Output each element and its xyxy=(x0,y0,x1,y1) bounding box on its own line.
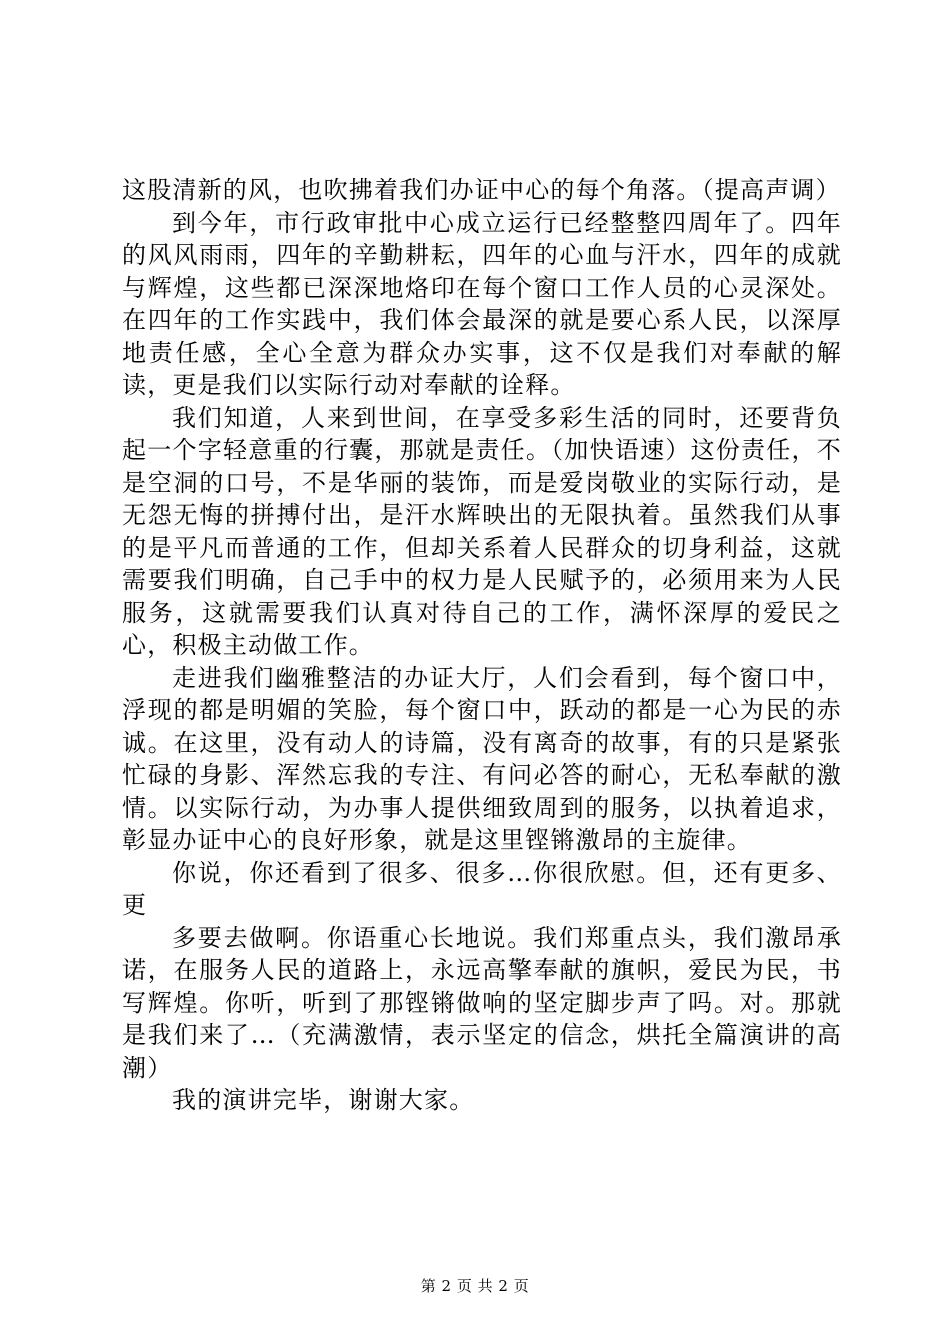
paragraph: 这股清新的风，也吹拂着我们办证中心的每个角落。（提高声调） xyxy=(122,176,841,204)
paragraph: 你说，你还看到了很多、很多…你很欣慰。但，还有更多、更 xyxy=(122,858,842,919)
paragraph: 到今年，市行政审批中心成立运行已经整整四周年了。四年的风风雨雨，四年的辛勤耕耘，四年的心血与汗水，四年的成就与辉煌，这些都已深深地烙印在每个窗口工作人员的心灵深处。在四年的工作实践中，我们体会最深的就是要心系人民，以深厚地责任感，全心全意为群众办实事，这不仅是我们对奉献的解读，更是我们以实际行动对奉献的诠释。 xyxy=(122,208,842,399)
document-body xyxy=(122,174,842,1117)
paragraph: 多要去做啊。你语重心长地说。我们郑重点头，我们激昂承诺，在服务人民的道路上，永远高擎奉献的旗帜，爱民为民，书写辉煌。你听，听到了那铿锵做响的坚定脚步声了吗。对。那就是我们来了…（充满激情，表示坚定的信念，烘托全篇演讲的高潮） xyxy=(122,923,842,1082)
paragraph: 走进我们幽雅整洁的办证大厅，人们会看到，每个窗口中，浮现的都是明媚的笑脸，每个窗口中，跃动的都是一心为民的赤诚。在这里，没有动人的诗篇，没有离奇的故事，有的只是紧张忙碌的身影、浑然忘我的专注、有问必答的耐心，无私奉献的激情。以实际行动，为办事人提供细致周到的服务，以执着追求，彰显办证中心的良好形象，就是这里铿锵激昂的主旋律。 xyxy=(122,663,842,854)
paragraph: 我们知道，人来到世间，在享受多彩生活的同时，还要背负起一个字轻意重的行囊，那就是责任。（加快语速）这份责任，不是空洞的口号，不是华丽的装饰，而是爱岗敬业的实际行动，是无怨无悔的拼搏付出，是汗水辉映出的无限执着。虽然我们从事的是平凡而普通的工作，但却关系着人民群众的切身利益，这就需要我们明确，自己手中的权力是人民赋予的，必须用来为人民服务，这就需要我们认真对待自己的工作，满怀深厚的爱民之心，积极主动做工作。 xyxy=(122,403,842,659)
page-number-label: 第 2 页 共 2 页 xyxy=(420,1277,530,1295)
paragraph: 我的演讲完毕，谢谢大家。 xyxy=(172,1086,475,1114)
page-footer xyxy=(0,1276,950,1296)
